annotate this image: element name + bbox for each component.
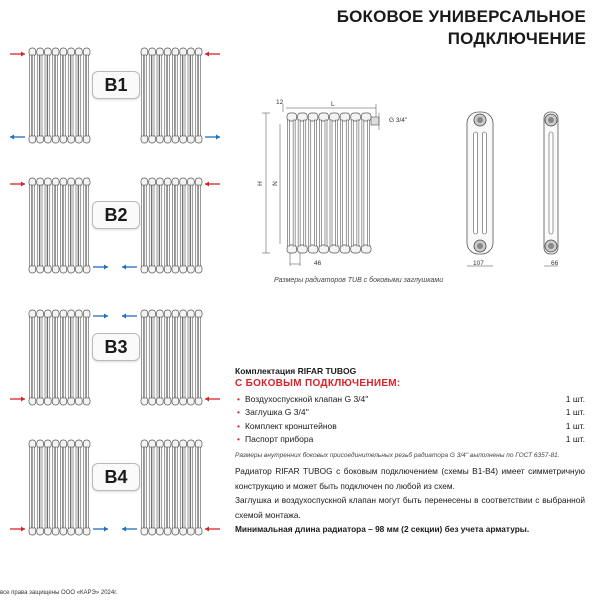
radiator-scheme-B1 [29,48,90,143]
scheme-label-b4: B4 [92,463,140,491]
radiator-scheme-B2 [141,178,202,273]
flow-arrow-icon [205,52,220,57]
flow-arrow-icon [205,182,220,187]
scheme-label-b3: B3 [92,333,140,361]
flow-arrow-icon [205,397,220,402]
kit-subheading: С БОКОВЫМ ПОДКЛЮЧЕНИЕМ: [235,378,401,389]
dim-L: L [331,101,335,108]
radiator-front-drawing [287,113,371,253]
kit-heading: Комплектация RIFAR TUBOG [235,366,357,376]
dim-H: H [256,181,264,186]
dim-12: 12 [276,99,284,106]
copyright: все права защищены ООО «КАРЭ» 2024г. [0,590,118,596]
radiator-scheme-B4 [29,440,90,535]
flow-arrow-icon [122,265,137,270]
drawing-caption: Размеры радиаторов TUB с боковыми заглушками [274,277,444,284]
list-item: • Заглушка G 3/4'' 1 шт. [237,407,585,418]
flow-arrow-icon [10,135,25,140]
dim-N: N [271,181,279,186]
flow-arrow-icon [10,397,25,402]
list-item: • Комплект кронштейнов 1 шт. [237,420,585,431]
flow-arrow-icon [93,265,108,270]
description: Радиатор RIFAR TUBOG с боковым подключением (схемы B1-B4) имеет симметричную конструкцию и может быть подключен по любой из схем. Заглушка и воздухоспускной клапан могут быть перенесены в соответствии с выбранной схемой монтажа. Минимальная длина радиатора – 98 мм (2 секции) без учета арматуры. [235,466,585,534]
radiator-scheme-B3 [141,310,202,405]
scheme-label-b1: B1 [92,71,140,99]
radiator-side-view-66 [544,112,558,266]
flow-arrow-icon [10,182,25,187]
dim-107: 107 [473,260,484,267]
flow-arrow-icon [205,135,220,140]
kit-note: Размеры внутренних боковых присоединительных резьб радиатора G 3/4'' выполнены по ГОСТ 6357-81. [235,452,560,459]
flow-arrow-icon [93,314,108,319]
scheme-label-b2: B2 [92,201,140,229]
page-title: БОКОВОЕ УНИВЕРСАЛЬНОЕ ПОДКЛЮЧЕНИЕ [336,7,586,48]
kit-section [235,366,585,459]
radiator-scheme-B4 [141,440,202,535]
flow-arrow-icon [205,527,220,532]
flow-arrow-icon [10,527,25,532]
flow-arrow-icon [93,527,108,532]
radiator-scheme-B2 [29,178,90,273]
radiator-scheme-B3 [29,310,90,405]
dim-66: 66 [551,260,559,267]
radiator-scheme-B1 [141,48,202,143]
list-item: • Паспорт прибора 1 шт. [237,434,585,445]
flow-arrow-icon [122,314,137,319]
dim-46: 46 [314,260,322,267]
list-item: • Воздухоспускной клапан G 3/4'' 1 шт. [237,393,585,404]
flow-arrow-icon [122,527,137,532]
radiator-side-view-107 [467,112,493,266]
thread-label: G 3/4'' [389,117,408,124]
flow-arrow-icon [10,52,25,57]
